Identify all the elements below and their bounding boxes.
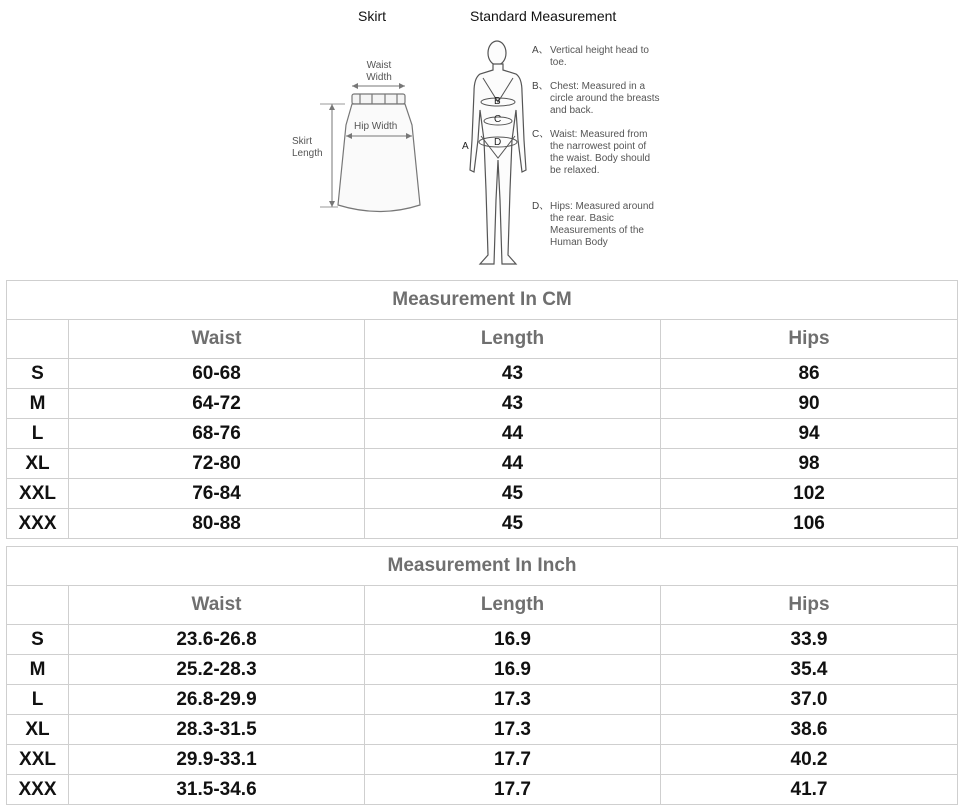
waist-cell: 80-88 (69, 509, 365, 539)
hips-cell: 37.0 (661, 685, 958, 715)
header-cell (7, 320, 69, 359)
length-cell: 17.3 (365, 715, 661, 745)
note-b: B、 Chest: Measured in a circle around the breasts and back. (532, 81, 660, 116)
table-row (7, 509, 958, 539)
waist-width-label: Waist Width (366, 60, 392, 83)
length-cell: 16.9 (365, 625, 661, 655)
standard-measurement-title: Standard Measurement (470, 8, 617, 24)
note-a: A、 Vertical height head to toe. (532, 45, 649, 68)
table-title: Measurement In CM (7, 281, 958, 320)
length-cell: 17.7 (365, 775, 661, 805)
table-row (7, 625, 958, 655)
table-row (7, 715, 958, 745)
size-cell: M (7, 389, 69, 419)
waist-cell: 25.2-28.3 (69, 655, 365, 685)
hips-cell: 102 (661, 479, 958, 509)
skirt-title: Skirt (358, 8, 386, 24)
diagram-drawing (0, 0, 962, 280)
length-cell: 17.7 (365, 745, 661, 775)
hips-cell: 94 (661, 419, 958, 449)
table-header-row (7, 586, 958, 625)
size-cell: S (7, 625, 69, 655)
hips-cell: 33.9 (661, 625, 958, 655)
hips-cell: 98 (661, 449, 958, 479)
length-cell: 17.3 (365, 685, 661, 715)
skirt-length-label: Skirt Length (292, 136, 323, 159)
length-cell: 16.9 (365, 655, 661, 685)
header-cell: Length (365, 586, 661, 625)
letter-d: D (494, 137, 502, 148)
length-cell: 44 (365, 419, 661, 449)
header-cell (7, 586, 69, 625)
body-figure (465, 40, 526, 264)
hips-cell: 40.2 (661, 745, 958, 775)
size-cell: XL (7, 449, 69, 479)
length-cell: 44 (365, 449, 661, 479)
table-row (7, 359, 958, 389)
table-row (7, 775, 958, 805)
waist-cell: 76-84 (69, 479, 365, 509)
note-d: D、 Hips: Measured around the rear. Basic Measurements of the Human Body (532, 201, 654, 248)
header-cell: Waist (69, 320, 365, 359)
waist-cell: 68-76 (69, 419, 365, 449)
note-c: C、 Waist: Measured from the narrowest point of the waist. Body should be relaxed. (532, 129, 651, 176)
table-title: Measurement In Inch (7, 547, 958, 586)
size-cell: XXX (7, 509, 69, 539)
waist-cell: 31.5-34.6 (69, 775, 365, 805)
size-cell: XXL (7, 479, 69, 509)
waist-cell: 72-80 (69, 449, 365, 479)
table-row (7, 745, 958, 775)
size-cell: XL (7, 715, 69, 745)
header-cell: Hips (661, 586, 958, 625)
size-cell: XXX (7, 775, 69, 805)
hips-cell: 35.4 (661, 655, 958, 685)
cm-size-table (6, 280, 958, 539)
table-row (7, 419, 958, 449)
waist-cell: 64-72 (69, 389, 365, 419)
hips-cell: 41.7 (661, 775, 958, 805)
header-cell: Waist (69, 586, 365, 625)
skirt-illustration (320, 83, 420, 212)
hip-width-label: Hip Width (354, 121, 398, 132)
length-cell: 43 (365, 359, 661, 389)
length-cell: 45 (365, 509, 661, 539)
waist-cell: 26.8-29.9 (69, 685, 365, 715)
measurement-diagram (0, 0, 962, 280)
hips-cell: 106 (661, 509, 958, 539)
waist-cell: 28.3-31.5 (69, 715, 365, 745)
table-row (7, 389, 958, 419)
length-cell: 45 (365, 479, 661, 509)
size-cell: L (7, 685, 69, 715)
waist-cell: 29.9-33.1 (69, 745, 365, 775)
header-cell: Length (365, 320, 661, 359)
size-cell: L (7, 419, 69, 449)
table-row (7, 479, 958, 509)
table-row (7, 449, 958, 479)
table-header-row (7, 320, 958, 359)
waist-cell: 60-68 (69, 359, 365, 389)
letter-b: B (494, 96, 501, 107)
length-cell: 43 (365, 389, 661, 419)
waist-cell: 23.6-26.8 (69, 625, 365, 655)
letter-a: A (462, 141, 469, 152)
size-cell: S (7, 359, 69, 389)
hips-cell: 86 (661, 359, 958, 389)
size-cell: XXL (7, 745, 69, 775)
header-cell: Hips (661, 320, 958, 359)
hips-cell: 90 (661, 389, 958, 419)
inch-size-table (6, 546, 958, 805)
size-cell: M (7, 655, 69, 685)
table-row (7, 685, 958, 715)
letter-c: C (494, 114, 502, 125)
hips-cell: 38.6 (661, 715, 958, 745)
table-row (7, 655, 958, 685)
